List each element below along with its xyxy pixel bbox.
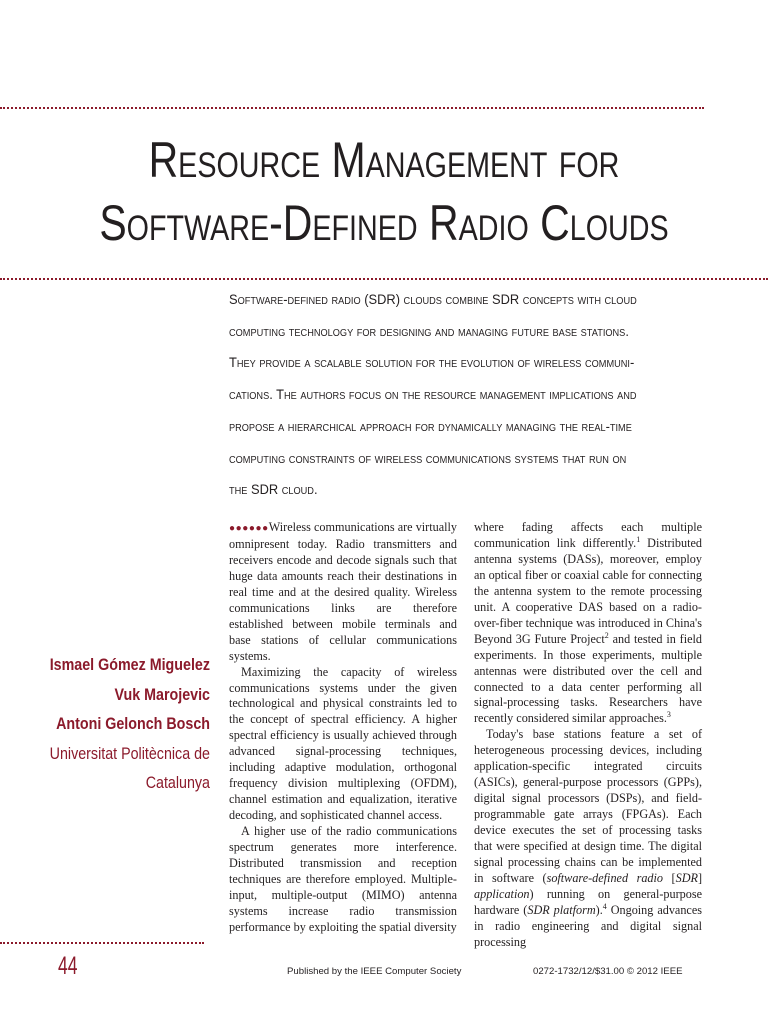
top-dotted-rule bbox=[0, 107, 704, 109]
body-paragraph: A higher use of the radio communications spectrum generates more interference. Distributed transmission and reception techniques are therefore employed. Multiple-input, multiple-output (MIMO) antenna systems increase radio transmission performance by exploiting the spatial diversity bbox=[229, 824, 457, 934]
reference-marker[interactable]: 4 bbox=[602, 901, 607, 911]
emphasis-text: SDR bbox=[675, 870, 698, 885]
page-number: 44 bbox=[58, 952, 78, 980]
body-text: Today's base stations feature a set of heterogeneous processing devices, including application-specific integrated circuits (ASICs), general-purpose processors (GPPs), digital signal processors (DSPs), and field-programmable gate arrays (FPGAs). Each device executes the set of processing tasks that were specified at design time. The digital signal processing chains can be implemented in software ( bbox=[474, 727, 702, 885]
author-name: Ismael Gómez Miguelez bbox=[49, 655, 210, 674]
body-text: Distributed antenna systems (DASs), moreover, employ an optical fiber or coaxial cable for connecting the antenna system to the remote processing unit. A cooperative DAS based on a radio-over-fiber technique was introduced in China's Beyond 3G Future Project bbox=[474, 535, 702, 646]
article-title-line-1: Resource Management for bbox=[148, 132, 620, 188]
body-paragraph bbox=[229, 520, 457, 665]
body-text: ] bbox=[697, 870, 703, 885]
body-text: [ bbox=[663, 870, 676, 885]
body-column-2 bbox=[474, 520, 702, 951]
abstract bbox=[229, 284, 714, 506]
body-text: where fading affects each multiple communication link differently. bbox=[474, 520, 702, 550]
emphasis-text: software-defined radio bbox=[546, 870, 663, 885]
author-name: Vuk Marojevic bbox=[114, 684, 210, 704]
body-text: Wireless communications are virtually omnipresent today. Radio transmitters and receivers encode and decode signals such that huge data amounts reach their destinations in real time and at the desired quality. Wireless communications links are therefore established between mobile terminals and base stations of cellular communications systems. bbox=[229, 520, 457, 663]
author-affiliation: Catalunya bbox=[145, 773, 210, 792]
bullet-ornament: ●●●●●● bbox=[229, 523, 269, 534]
reference-marker[interactable]: 2 bbox=[604, 630, 609, 640]
abstract-line: Software-defined radio (SDR) clouds combine SDR concepts with cloud bbox=[229, 291, 637, 307]
abstract-line: propose a hierarchical approach for dynamically managing the real-time bbox=[229, 417, 632, 434]
emphasis-text: application bbox=[474, 886, 530, 901]
body-text: ). bbox=[595, 902, 603, 917]
title-dotted-rule bbox=[0, 278, 768, 280]
abstract-line: computing technology for designing and managing future base stations. bbox=[229, 322, 629, 339]
body-paragraph bbox=[474, 520, 702, 727]
abstract-line: the SDR cloud. bbox=[229, 481, 318, 498]
author-affiliation: Universitat Politècnica de bbox=[49, 743, 210, 763]
abstract-line: cations. The authors focus on the resource management implications and bbox=[229, 386, 637, 403]
abstract-line: computing constraints of wireless communications systems that run on bbox=[229, 449, 627, 466]
copyright-line: 0272-1732/12/$31.00 © 2012 IEEE bbox=[533, 966, 683, 977]
body-paragraph bbox=[474, 727, 702, 950]
reference-marker[interactable]: 1 bbox=[636, 534, 641, 544]
article-title-line-2: Software-Defined Radio Clouds bbox=[99, 195, 669, 251]
body-text: and tested in field experiments. In those experiments, multiple antennas were distributed over the cell and connected to a data center performing all signal-processing tasks. Researchers have recently considered similar approaches. bbox=[474, 631, 703, 726]
abstract-line: They provide a scalable solution for the evolution of wireless communi- bbox=[229, 354, 635, 371]
emphasis-text: SDR platform bbox=[527, 902, 596, 917]
body-text: ) running on general-purpose hardware ( bbox=[474, 886, 702, 917]
author-block bbox=[18, 650, 210, 798]
author-name: Antoni Gelonch Bosch bbox=[56, 714, 210, 733]
body-text: Ongoing advances in radio engineering and digital signal processing bbox=[474, 902, 702, 949]
publisher-line: Published by the IEEE Computer Society bbox=[287, 966, 462, 977]
reference-marker[interactable]: 3 bbox=[666, 710, 671, 720]
footer-dotted-rule bbox=[0, 942, 204, 944]
body-paragraph: Maximizing the capacity of wireless communications systems under the given technological and physical constraints led to the concept of spectral efficiency. A higher spectral efficiency is usually achieved through advanced signal-processing techniques, including adaptive modulation, orthogonal frequency division multiplexing (OFDM), channel estimation and equalization, iterative decoding, and sophisticated channel access. bbox=[229, 664, 457, 823]
body-column-1 bbox=[229, 520, 457, 936]
